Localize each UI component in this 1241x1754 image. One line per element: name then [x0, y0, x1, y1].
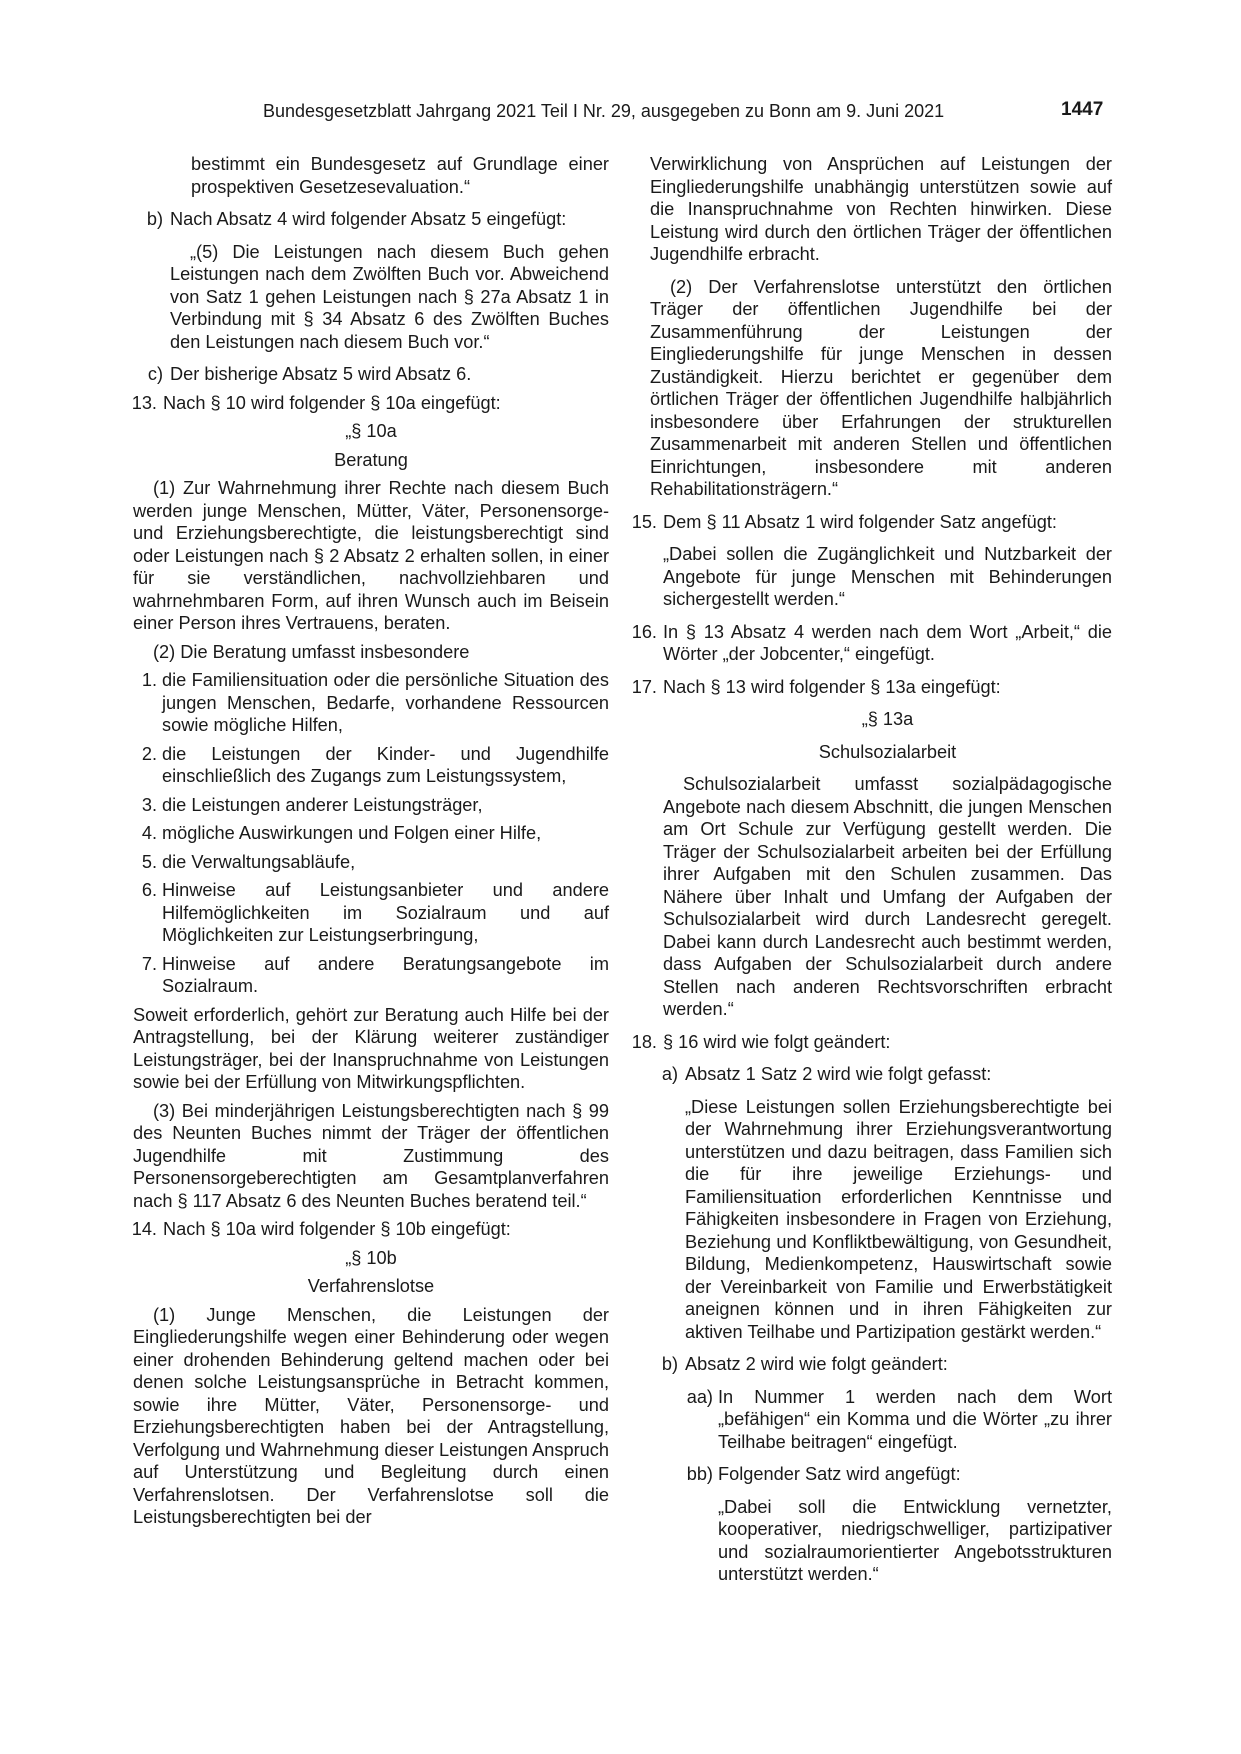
item-number: 17. [631, 676, 657, 697]
quoted-paragraph: „Diese Leistungen sollen Erziehungsberechtigte bei der Wahrnehmung ihrer Erziehungsverantwortung unterstützen und dazu beitragen, dass Familien sich die für ihre jeweilige Erziehungs- und Familiensituation erforderlichen Kenntnisse und Fähigkeiten insbesondere in Fragen von Erziehung, Beziehung und Konfliktbewältigung, von Gesundheit, Bildung, Medienkompetenz, Hauswirtschaft sowie der Vereinbarkeit von Familie und Erwerbstätigkeit aneignen können und in ihren Fähigkeiten zur aktiven Teilhabe und Partizipation gestärkt werden.“ [685, 1096, 1112, 1342]
item-17 [630, 676, 1112, 699]
list-item [133, 851, 609, 874]
quoted-paragraph: „Dabei sollen die Zugänglichkeit und Nutzbarkeit der Angebote für junge Menschen mit Behinderungen sichergestellt werden.“ [663, 544, 1112, 609]
item-label: bb) [686, 1464, 713, 1484]
list-text: die Verwaltungsabläufe, [162, 851, 356, 872]
list-item [133, 953, 609, 998]
item-text: Folgender Satz wird angefügt: [718, 1464, 961, 1484]
item-text: In § 13 Absatz 4 werden nach dem Wort „Arbeit,“ die Wörter „der Jobcenter,“ eingefügt. [663, 621, 1112, 664]
item-text: In Nummer 1 werden nach dem Wort „befähigen“ ein Komma und die Wörter „zu ihrer Teilhabe beitragen“ eingefügt. [718, 1386, 1112, 1452]
quoted-paragraph: „(5) Die Leistungen nach diesem Buch gehen Leistungen nach dem Zwölften Buch vor. Abweichend von Satz 1 gehen Leistungen nach § 27a Absatz 1 in Verbindung mit § 34 Absatz 6 des Zwölften Buches den Leistungen nach diesem Buch vor.“ [170, 241, 609, 352]
item-13 [130, 392, 609, 415]
list-number: 5. [141, 851, 157, 872]
item-14 [130, 1218, 609, 1241]
numbered-list [133, 669, 609, 998]
item-16 [630, 621, 1112, 666]
item-text: Nach § 13 wird folgender § 13a eingefügt: [663, 676, 1001, 697]
list-text: Hinweise auf andere Beratungsangebote im Sozialraum. [162, 953, 609, 996]
item-label: b) [146, 209, 163, 229]
page-header [0, 100, 1241, 124]
list-item [133, 669, 609, 737]
list-text: Hinweise auf Leistungsanbieter und andere Hilfemöglichkeiten im Sozialraum und auf Möglichkeiten zur Leistungserbringung, [162, 880, 609, 945]
item-text: Nach § 10 wird folgender § 10a eingefügt: [163, 392, 501, 413]
left-column [133, 153, 609, 1529]
paragraph: (2) Der Verfahrenslotse unterstützt den örtlichen Träger der öffentlichen Jugendhilfe bei der Zusammenführung der Leistungen der Eingliederungshilfe für junge Menschen in dessen Zuständigkeit. Hierzu berichtet er gegenüber dem örtlichen Träger der öffentlichen Jugendhilfe halbjährlich insbesondere über Erfahrungen der strukturellen Zusammenarbeit mit anderen Stellen und öffentlichen Einrichtungen, insbesondere mit anderen Rehabilitationsträgern.“ [650, 276, 1112, 499]
paragraph: (1) Junge Menschen, die Leistungen der Eingliederungshilfe wegen einer Behinderung oder wegen einer drohenden Behinderung geltend machen oder bei denen solche Leistungsansprüche in Betracht kommen, sowie ihre Mütter, Väter, Personensorge- und Erziehungsberechtigten haben bei der Antragstellung, Verfolgung und Wahrnehmung dieser Leistungen Anspruch auf Unterstützung und Begleitung durch einen Verfahrenslotsen. Der Verfahrenslotse soll die Leistungsberechtigten bei der [133, 1304, 609, 1527]
item-text: Absatz 2 wird wie folgt geändert: [685, 1354, 948, 1374]
paragraph: (1) Zur Wahrnehmung ihrer Rechte nach diesem Buch werden junge Menschen, Mütter, Väter, Personensorge- und Erziehungsberechtigte, die leistungsberechtigt sind oder Leistungen nach § 2 Absatz 2 erhalten sollen, in einer für sie verständlichen, nachvollziehbaren und wahrnehmbaren Form, auf ihren Wunsch auch im Beisein einer Person ihres Vertrauens, beraten. [133, 478, 609, 633]
section-title: Schulsozialarbeit [818, 741, 957, 762]
paragraph: Soweit erforderlich, gehört zur Beratung auch Hilfe bei der Antragstellung, bei der Klärung weiterer zuständiger Leistungsträger, bei der Inanspruchnahme von Leistungen sowie bei der Erfüllung von Mitwirkungspflichten. [133, 1004, 609, 1092]
item-a [658, 1063, 1112, 1086]
item-number: 16. [631, 621, 657, 642]
list-text: mögliche Auswirkungen und Folgen einer Hilfe, [162, 823, 542, 843]
item-text: Nach § 10a wird folgender § 10b eingefügt: [163, 1219, 511, 1239]
list-number: 4. [141, 823, 157, 843]
list-item [133, 822, 609, 845]
list-item [133, 794, 609, 817]
item-15 [630, 511, 1112, 534]
item-bb [685, 1463, 1112, 1486]
item-text: § 16 wird wie folgt geändert: [663, 1031, 891, 1052]
item-text: Nach Absatz 4 wird folgender Absatz 5 eingefügt: [170, 209, 567, 229]
item-number: 13. [131, 392, 157, 413]
paragraph: Schulsozialarbeit umfasst sozialpädagogische Angebote nach diesem Abschnitt, die jungen Menschen am Ort Schule zur Verfügung gestellt werden. Die Träger der Schulsozialarbeit arbeiten bei der Erfüllung ihrer Aufgaben mit den Schulen zusammen. Das Nähere über Inhalt und Umfang der Aufgaben der Schulsozialarbeit wird durch Landesrecht geregelt. Dabei kann durch Landesrecht auch bestimmt werden, dass Aufgaben der Schulsozialarbeit durch andere Stellen nach anderen Rechtsvorschriften erbracht werden.“ [663, 774, 1112, 1019]
list-text: die Leistungen der Kinder- und Jugendhilfe einschließlich des Zugangs zum Leistungssystem, [162, 743, 609, 786]
item-label: b) [661, 1354, 678, 1374]
list-number: 1. [141, 670, 157, 690]
item-text: Absatz 1 Satz 2 wird wie folgt gefasst: [685, 1064, 992, 1084]
item-label: a) [661, 1064, 678, 1084]
item-number: 15. [631, 511, 657, 532]
item-text: Der bisherige Absatz 5 wird Absatz 6. [170, 364, 472, 384]
section-heading: „§ 13a [861, 709, 914, 729]
paragraph: (2) Die Beratung umfasst insbesondere [153, 641, 470, 662]
gazette-title: Bundesgesetzblatt Jahrgang 2021 Teil I Nr. 29, ausgegeben zu Bonn am 9. Juni 2021 [263, 101, 945, 121]
item-number: 18. [631, 1031, 657, 1052]
list-number: 3. [141, 794, 157, 815]
quoted-paragraph: „Dabei soll die Entwicklung vernetzter, kooperativer, niedrigschwelliger, partizipativer und sozialraumorientierter Angebotsstrukturen unterstützt werden.“ [718, 1496, 1112, 1584]
list-number: 2. [141, 743, 157, 764]
section-title: Beratung [334, 449, 408, 470]
list-number: 6. [141, 880, 157, 900]
list-item [133, 743, 609, 788]
item-aa [685, 1386, 1112, 1454]
item-number: 14. [131, 1219, 157, 1239]
continued-text: Verwirklichung von Ansprüchen auf Leistungen der Eingliederungshilfe unabhängig unterstützen sowie auf die Inanspruchnahme von Rechten hinwirken. Diese Leistung wird durch den örtlichen Träger der öffentlichen Jugendhilfe erbracht. [650, 154, 1112, 264]
list-text: die Leistungen anderer Leistungsträger, [162, 794, 483, 815]
continued-text: bestimmt ein Bundesgesetz auf Grundlage einer prospektiven Gesetzesevaluation.“ [191, 154, 609, 197]
page-number: 1447 [1061, 99, 1104, 120]
item-18 [630, 1031, 1112, 1054]
section-heading: „§ 10b [345, 1247, 397, 1268]
item-b [133, 208, 609, 231]
section-title: Verfahrenslotse [307, 1276, 435, 1296]
list-text: die Familiensituation oder die persönliche Situation des jungen Menschen, Bedarfe, vorhandene Ressourcen sowie mögliche Hilfen, [162, 670, 609, 735]
item-b [658, 1353, 1112, 1376]
list-number: 7. [141, 953, 157, 974]
item-label: c) [147, 364, 163, 384]
paragraph: (3) Bei minderjährigen Leistungsberechtigten nach § 99 des Neunten Buches nimmt der Träger der öffentlichen Jugendhilfe mit Zustimmung des Personensorgeberechtigten am Gesamtplanverfahren nach § 117 Absatz 6 des Neunten Buches beratend teil.“ [133, 1100, 609, 1211]
item-c [133, 363, 609, 386]
item-label: aa) [686, 1386, 713, 1407]
list-item [133, 879, 609, 947]
item-text: Dem § 11 Absatz 1 wird folgender Satz angefügt: [663, 511, 1057, 532]
right-column [631, 153, 1112, 1586]
section-heading: „§ 10a [345, 421, 397, 441]
